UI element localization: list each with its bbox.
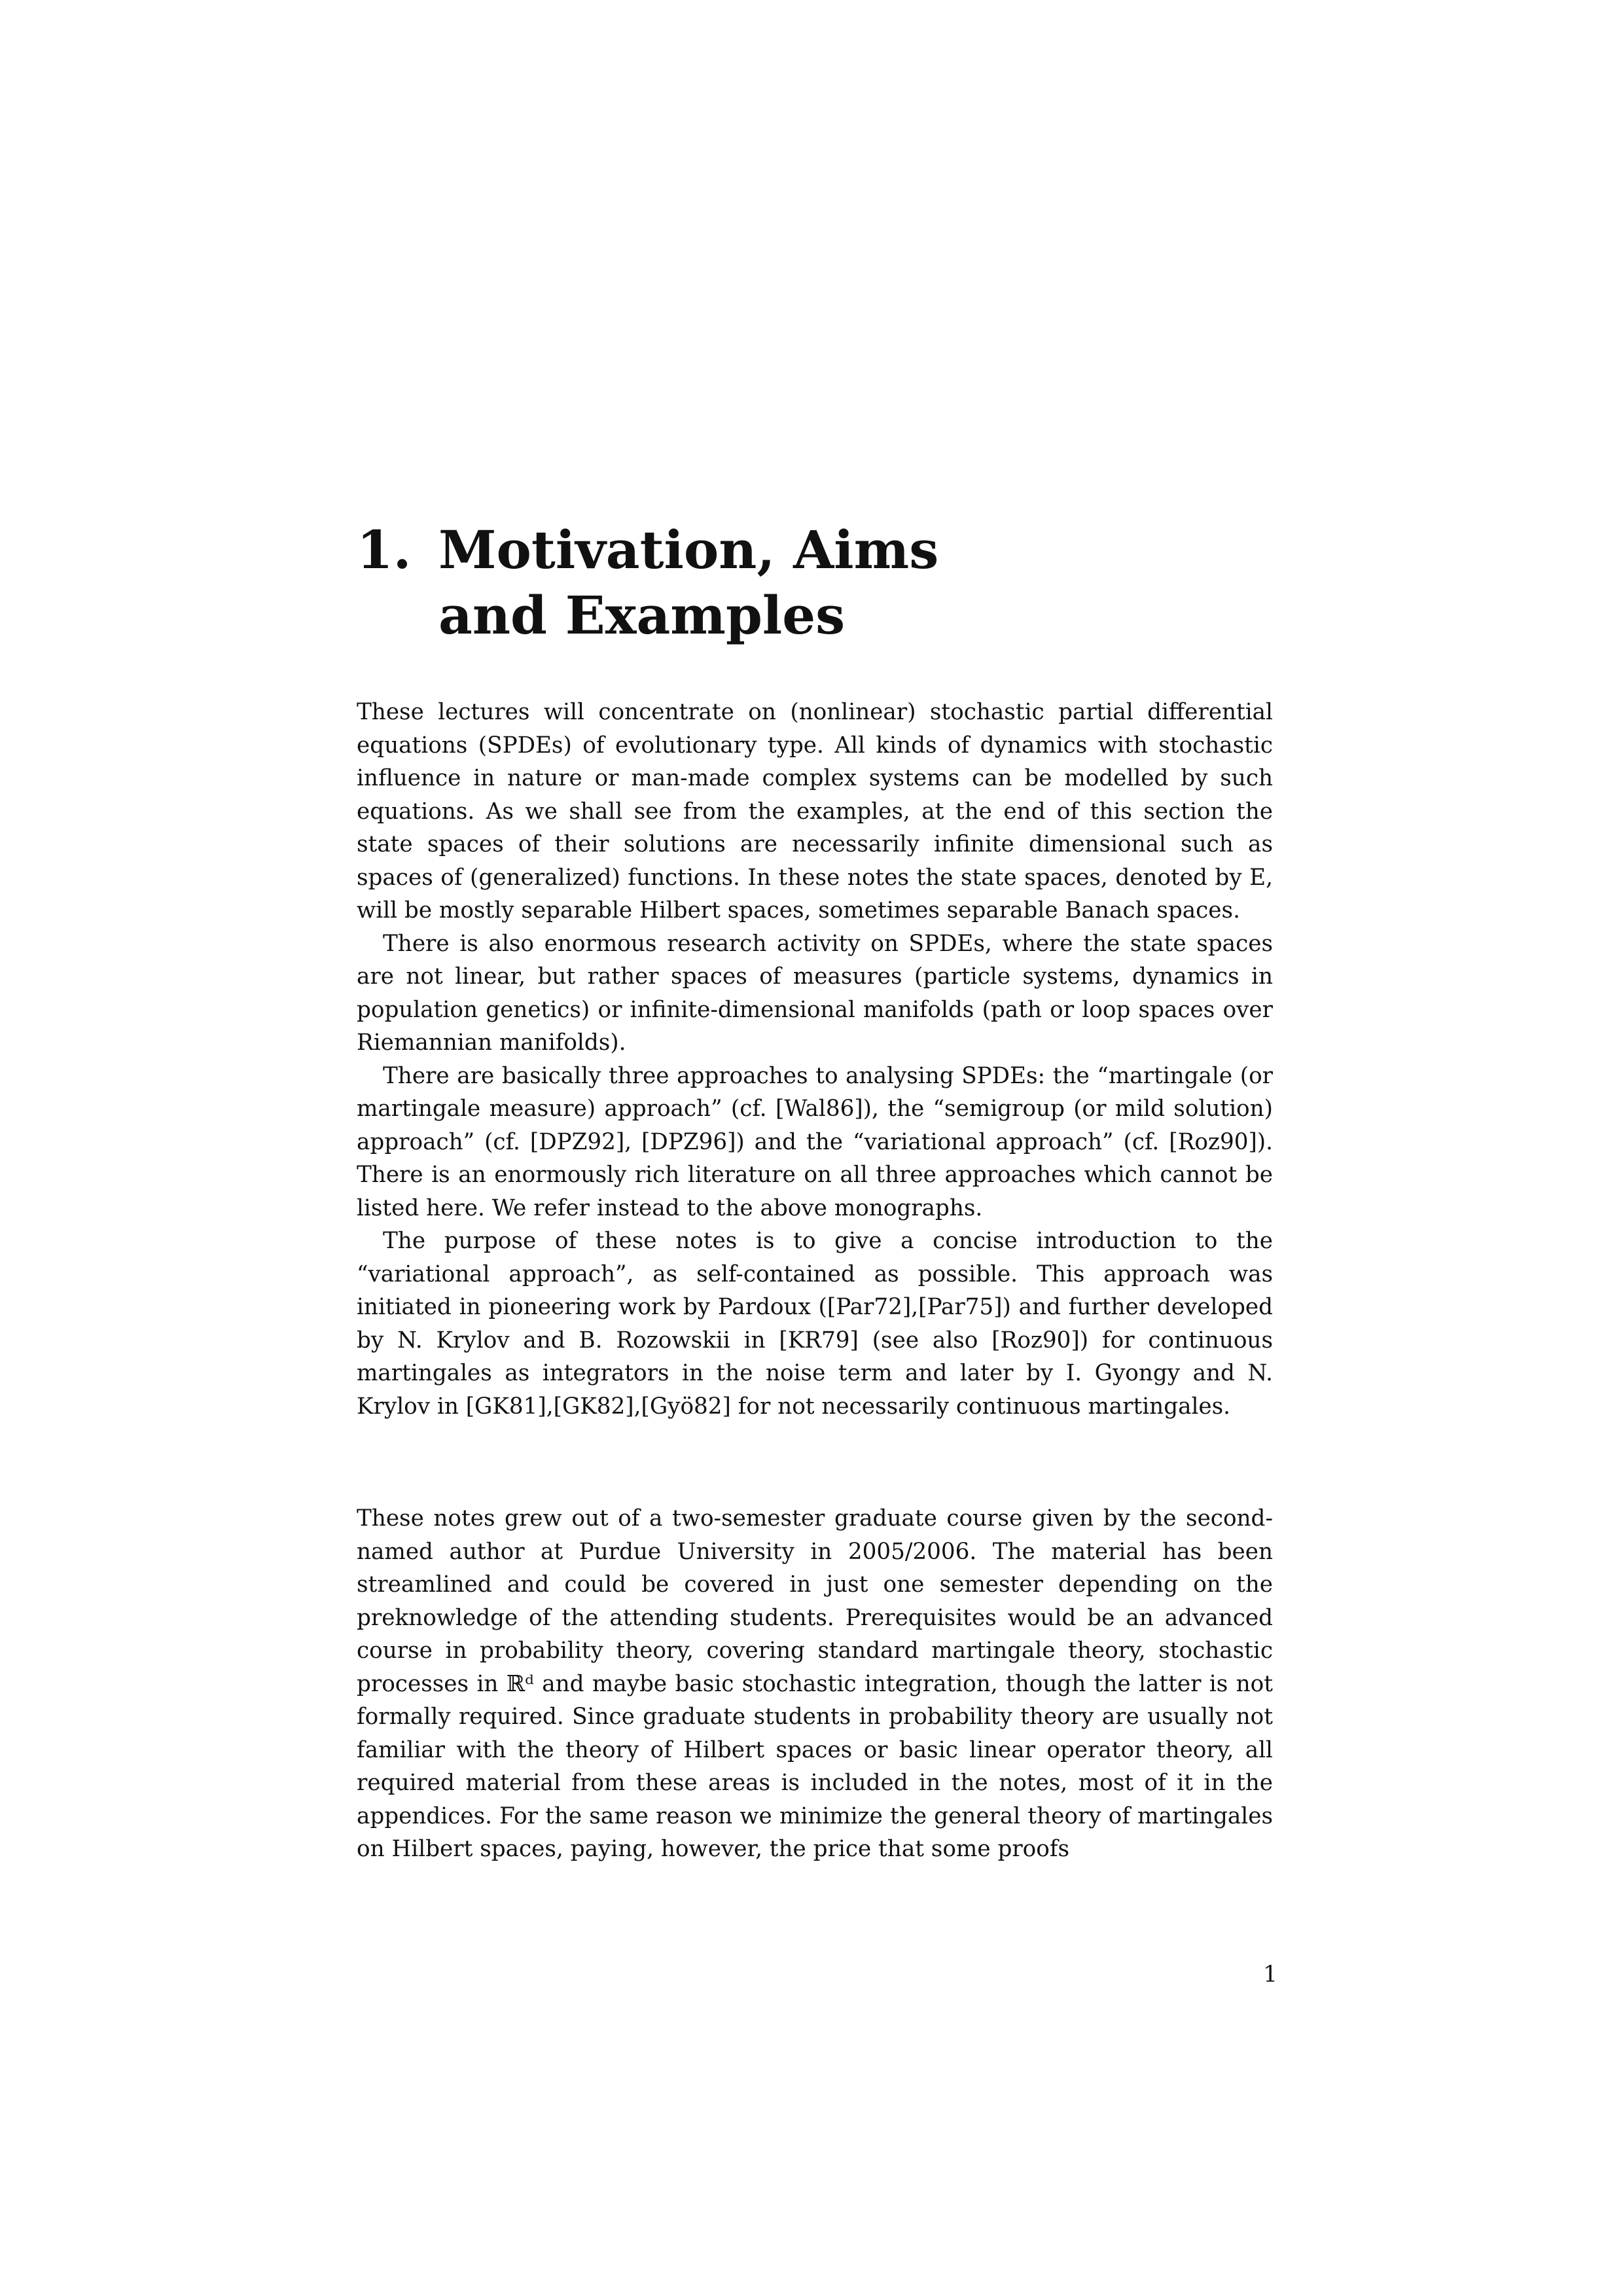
intro-paragraph-3: There are basically three approaches to analysing SPDEs: the “martingale (or martingale measure) approach” (cf. [Wal86]), the “semigroup (or mild solution) approach” (cf. [DPZ92], [DPZ96]) and the “variational approach” (cf. [Roz90]). There is an enormously rich literature on all three approaches which cannot be listed here. We refer instead to the above monographs. (357, 1062, 1273, 1221)
intro-paragraph-2: There is also enormous research activity on SPDEs, where the state spaces are not linear, but rather spaces of measures (particle systems, dynamics in population genetics) or infinite-dimensional manifolds (path or loop spaces over Riemannian manifolds). (357, 930, 1273, 1056)
chapter-title-line-2: and Examples (438, 584, 846, 646)
intro-paragraph-1: These lectures will concentrate on (nonlinear) stochastic partial differential equations (SPDEs) of evolutionary type. All kinds of dynamics with stochastic influence in nature or man-made complex systems can be modelled by such equations. As we shall see from the examples, at the end of this section the state spaces of their solutions are necessarily infinite dimensional such as spaces of (generalized) functions. In these notes the state spaces, denoted by E, will be mostly separable Hilbert spaces, sometimes separable Banach spaces. (357, 699, 1273, 924)
intro-section (357, 696, 1273, 1423)
chapter-title (357, 517, 1338, 648)
chapter-number: 1. (357, 519, 412, 581)
chapter-title-line-1: Motivation, Aims (438, 519, 939, 581)
notes-paragraph: These notes grew out of a two-semester graduate course given by the second-named author at Purdue University in 2005/2006. The material has been streamlined and could be covered in just one semester depending on the preknowledge of the attending students. Prerequisites would be an advanced course in probability theory, covering standard martingale theory, stochastic processes in ℝᵈ and maybe basic stochastic integration, though the latter is not formally required. Since graduate students in probability theory are usually not familiar with the theory of Hilbert spaces or basic linear operator theory, all required material from these areas is included in the notes, most of it in the appendices. For the same reason we minimize the general theory of martingales on Hilbert spaces, paying, however, the price that some proofs (357, 1505, 1273, 1862)
notes-section (357, 1502, 1273, 1866)
page-number: 1 (1263, 1962, 1277, 1988)
intro-paragraph-4: The purpose of these notes is to give a concise introduction to the “variational approach”, as self-contained as possible. This approach was initiated in pioneering work by Pardoux ([Par72],[Par75]) and further developed by N. Krylov and B. Rozowskii in [KR79] (see also [Roz90]) for continuous martingales as integrators in the noise term and later by I. Gyongy and N. Krylov in [GK81],[GK82],[Gyö82] for not necessarily continuous martingales. (357, 1228, 1273, 1420)
